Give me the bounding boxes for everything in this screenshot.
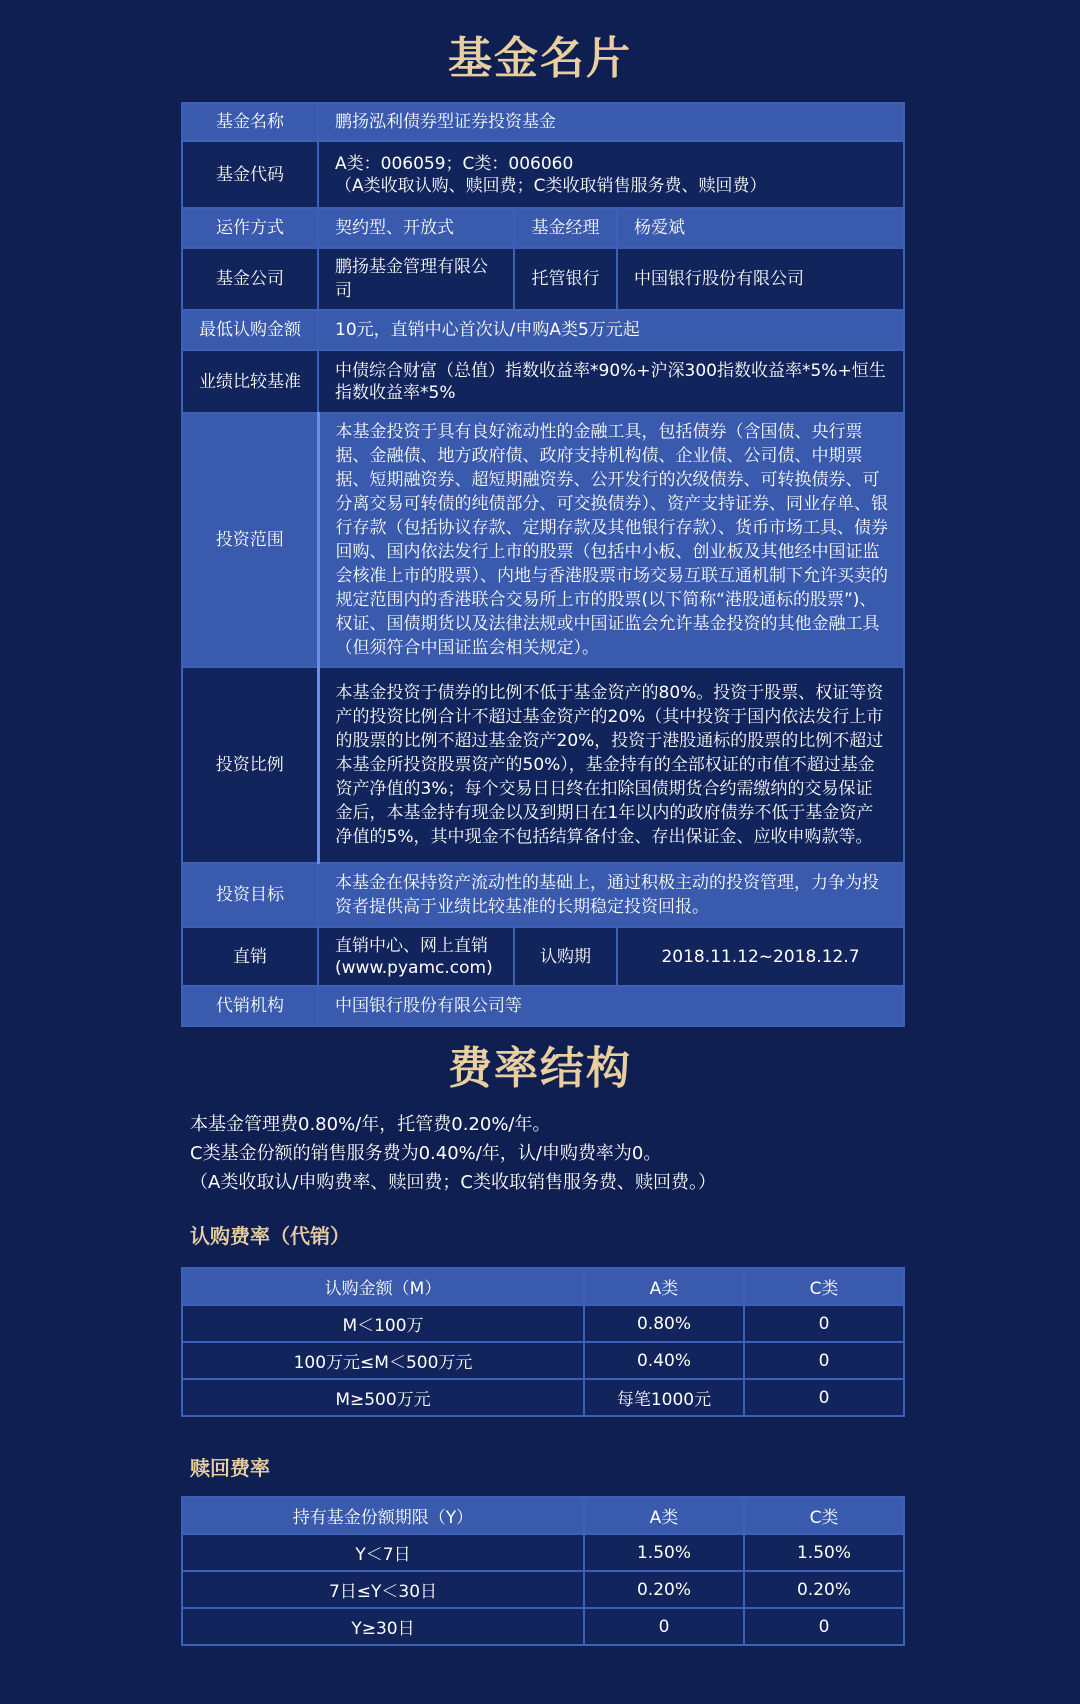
objective-value: 本基金在保持资产流动性的基础上，通过积极主动的投资管理，力争为投资者提供高于业绩比较基准的长期稳定投资回报。 bbox=[318, 863, 904, 927]
table-cell: 0.20% bbox=[584, 1571, 744, 1608]
table-cell: 0.80% bbox=[584, 1305, 744, 1342]
table-cell: 0 bbox=[584, 1608, 744, 1645]
column-header: A类 bbox=[584, 1268, 744, 1305]
fund-card-table bbox=[181, 102, 905, 1027]
column-header: C类 bbox=[744, 1268, 904, 1305]
table-cell: 0 bbox=[744, 1342, 904, 1379]
row-objective bbox=[182, 863, 904, 927]
table-header bbox=[182, 1497, 904, 1534]
objective-label: 投资目标 bbox=[182, 863, 318, 927]
table-cell: 1.50% bbox=[584, 1534, 744, 1571]
redemption-fee-heading: 赎回费率 bbox=[190, 1456, 270, 1480]
scope-value: 本基金投资于具有良好流动性的金融工具，包括债券（含国债、央行票据、金融债、地方政府债、政府支持机构债、企业债、公司债、中期票据、短期融资券、超短期融资券、公开发行的次级债券、可转换债券、可分离交易可转债的纯债部分、可交换债券）、资产支持证券、同业存单、银行存款（包括协议存款、定期存款及其他银行存款）、货币市场工具、债券回购、国内依法发行上市的股票（包括中小板、创业板及其他经中国证监会核准上市的股票）、内地与香港股票市场交易互联互通机制下允许买卖的规定范围内的香港联合交易所上市的股票(以下简称“港股通标的股票”)、权证、国债期货以及法律法规或中国证监会允许基金投资的其他金融工具（但须符合中国证监会相关规定）。 bbox=[318, 413, 904, 667]
table-cell: 0 bbox=[744, 1379, 904, 1416]
table-cell: 0.20% bbox=[744, 1571, 904, 1608]
agent-label: 代销机构 bbox=[182, 986, 318, 1026]
manager-label: 基金经理 bbox=[514, 208, 617, 248]
row-ratio bbox=[182, 667, 904, 863]
direct-value bbox=[318, 927, 514, 986]
table-row bbox=[182, 1534, 904, 1571]
table-row bbox=[182, 1571, 904, 1608]
table-header bbox=[182, 1268, 904, 1305]
direct-line2: (www.pyamc.com) bbox=[335, 957, 493, 978]
custodian-label: 托管银行 bbox=[514, 248, 617, 310]
benchmark-value: 中债综合财富（总值）指数收益率*90%+沪深300指数收益率*5%+恒生指数收益率*5% bbox=[318, 350, 904, 413]
company-label: 基金公司 bbox=[182, 248, 318, 310]
row-min-subscription bbox=[182, 310, 904, 350]
benchmark-label: 业绩比较基准 bbox=[182, 350, 318, 413]
min-subscription-value: 10元，直销中心首次认/申购A类5万元起 bbox=[318, 310, 904, 350]
table-cell: 0.40% bbox=[584, 1342, 744, 1379]
row-scope bbox=[182, 413, 904, 667]
table-row bbox=[182, 1305, 904, 1342]
fee-note-3: （A类收取认/申购费率、赎回费；C类收取销售服务费、赎回费。） bbox=[190, 1172, 716, 1193]
fund-code-value bbox=[318, 141, 904, 208]
row-fund-code bbox=[182, 141, 904, 208]
table-cell: M＜100万 bbox=[182, 1305, 584, 1342]
table-cell: Y＜7日 bbox=[182, 1534, 584, 1571]
column-header: 认购金额（M） bbox=[182, 1268, 584, 1305]
manager-value: 杨爱斌 bbox=[617, 208, 904, 248]
table-cell: Y≥30日 bbox=[182, 1608, 584, 1645]
row-agent bbox=[182, 986, 904, 1026]
operation-label: 运作方式 bbox=[182, 208, 318, 248]
table-row bbox=[182, 1342, 904, 1379]
subscription-fee-heading: 认购费率（代销） bbox=[190, 1224, 350, 1248]
custodian-value: 中国银行股份有限公司 bbox=[617, 248, 904, 310]
redemption-fee-table bbox=[181, 1496, 905, 1646]
fund-code-line2: （A类收取认购、赎回费；C类收取销售服务费、赎回费） bbox=[335, 175, 767, 196]
table-cell: 0 bbox=[744, 1608, 904, 1645]
scope-label: 投资范围 bbox=[182, 413, 318, 667]
company-value: 鹏扬基金管理有限公司 bbox=[318, 248, 514, 310]
table-cell: 每笔1000元 bbox=[584, 1379, 744, 1416]
fee-notes bbox=[190, 1110, 900, 1197]
column-header: C类 bbox=[744, 1497, 904, 1534]
table-cell: 100万元≤M＜500万元 bbox=[182, 1342, 584, 1379]
ratio-value: 本基金投资于债券的比例不低于基金资产的80%。投资于股票、权证等资产的投资比例合计不超过基金资产的20%（其中投资于国内依法发行上市的股票的比例不超过基金资产20%，投资于港股通标的股票的比例不超过本基金所投资股票资产的50%），基金持有的全部权证的市值不超过基金资产净值的3%；每个交易日日终在扣除国债期货合约需缴纳的交易保证金后，本基金持有现金以及到期日在1年以内的政府债券不低于基金资产净值的5%，其中现金不包括结算备付金、存出保证金、应收申购款等。 bbox=[318, 667, 904, 863]
min-subscription-label: 最低认购金额 bbox=[182, 310, 318, 350]
operation-value: 契约型、开放式 bbox=[318, 208, 514, 248]
fund-name-value: 鹏扬泓利债券型证券投资基金 bbox=[318, 103, 904, 141]
direct-label: 直销 bbox=[182, 927, 318, 986]
fund-card-title: 基金名片 bbox=[448, 33, 632, 84]
ratio-label: 投资比例 bbox=[182, 667, 318, 863]
fee-note-2: C类基金份额的销售服务费为0.40%/年，认/申购费率为0。 bbox=[190, 1143, 662, 1164]
table-row bbox=[182, 1608, 904, 1645]
row-fund-name bbox=[182, 103, 904, 141]
fund-code-label: 基金代码 bbox=[182, 141, 318, 208]
fund-name-label: 基金名称 bbox=[182, 103, 318, 141]
direct-line1: 直销中心、网上直销 bbox=[335, 935, 488, 956]
table-cell: M≥500万元 bbox=[182, 1379, 584, 1416]
row-company bbox=[182, 248, 904, 310]
fee-structure-title: 费率结构 bbox=[448, 1043, 632, 1094]
table-row bbox=[182, 1379, 904, 1416]
table-cell: 0 bbox=[744, 1305, 904, 1342]
row-benchmark bbox=[182, 350, 904, 413]
fee-note-1: 本基金管理费0.80%/年，托管费0.20%/年。 bbox=[190, 1114, 551, 1135]
row-direct bbox=[182, 927, 904, 986]
table-cell: 7日≤Y＜30日 bbox=[182, 1571, 584, 1608]
row-operation bbox=[182, 208, 904, 248]
column-header: A类 bbox=[584, 1497, 744, 1534]
subscription-period-label: 认购期 bbox=[514, 927, 617, 986]
fund-code-line1: A类：006059；C类：006060 bbox=[335, 153, 574, 174]
table-cell: 1.50% bbox=[744, 1534, 904, 1571]
agent-value: 中国银行股份有限公司等 bbox=[318, 986, 904, 1026]
subscription-period-value: 2018.11.12~2018.12.7 bbox=[617, 927, 904, 986]
column-header: 持有基金份额期限（Y） bbox=[182, 1497, 584, 1534]
subscription-fee-table bbox=[181, 1267, 905, 1417]
